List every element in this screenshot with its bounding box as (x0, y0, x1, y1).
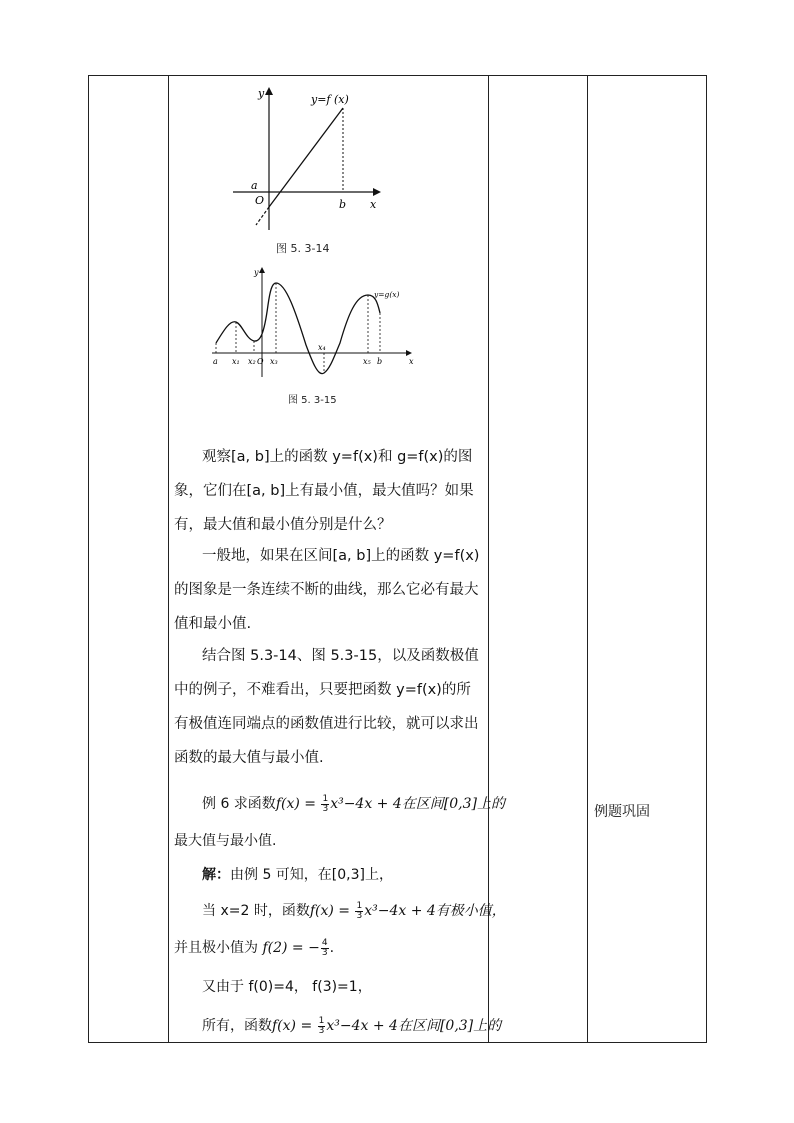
x-axis-label: x (409, 357, 414, 366)
column-divider (488, 76, 489, 1042)
tick-label: b (377, 357, 383, 366)
when-line (202, 900, 506, 921)
fraction: $\frac{1}{3}$ (322, 793, 329, 814)
origin-label: O (255, 194, 265, 207)
also-line: 又由于 f(0)=4， f(3)=1， (202, 979, 372, 995)
paragraph-general: 一般地，如果在区间[a, b]上的函数 y=f(x)的图象是一条连续不断的曲线，那么它必有最大值和最小值. (174, 548, 480, 632)
paragraph-observe: 观察[a, b]上的函数 y=f(x)和 g=f(x)的图象，它们在[a, b]上有最小值，最大值吗？如果有，最大值和最小值分别是什么？ (174, 449, 474, 533)
curve-label: y=f (x) (311, 93, 349, 106)
min-value-line: 并且极小值为 f(2) = − $\frac{4}{3}$ . (174, 937, 335, 958)
figure1-caption: 图 5. 3-14 (276, 242, 330, 255)
function-rest: x³−4x + 4在区间[0,3]上的 (330, 796, 505, 812)
when-prefix: 当 x=2 时，函数 (202, 903, 310, 919)
fraction: $\frac{4}{3}$ (321, 937, 328, 958)
function-rest: x³−4x + 4有极小值， (364, 903, 506, 919)
function-expr: f(x) = (275, 796, 321, 812)
example-6-line (202, 793, 505, 814)
fraction: $\frac{1}{3}$ (318, 1015, 325, 1036)
a-label: a (251, 179, 258, 192)
tick-label: a (213, 357, 218, 366)
function-expr: f(x) = (309, 903, 355, 919)
tick-label: x₁ (232, 357, 240, 366)
note-example-consolidation: 例题巩固 (594, 804, 650, 820)
b-label: b (339, 198, 347, 211)
paragraph-combine: 结合图 5.3-14、图 5.3-15，以及函数极值中的例子，不难看出，只要把函数 y=f(x)的所有极值连同端点的函数值进行比较，就可以求出函数的最大值与最小值. (174, 648, 479, 766)
curve-label: y=g(x) (374, 290, 400, 299)
tick-label: x₄ (318, 343, 326, 352)
example-6-line2: 最大值与最小值. (174, 833, 277, 849)
min-value-expr: f(2) = − (262, 940, 320, 956)
function-expr: f(x) = (272, 1018, 317, 1034)
solution-text: 由例 5 可知，在[0,3]上， (230, 867, 393, 883)
y-axis-label: y (254, 268, 259, 277)
figure2-caption: 图 5. 3-15 (288, 395, 337, 406)
tick-label: x₅ (363, 357, 371, 366)
column-divider (587, 76, 588, 1042)
solution-line (202, 864, 393, 884)
example-6-prefix: 例 6 求函数 (202, 796, 276, 812)
tick-label: x₃ (270, 357, 278, 366)
function-rest: x³−4x + 4在区间[0,3]上的 (326, 1018, 502, 1034)
solution-label: 解： (202, 867, 230, 883)
fraction: $\frac{1}{3}$ (356, 900, 363, 921)
tick-label: O (257, 357, 264, 366)
content-cell (168, 75, 506, 1043)
so-prefix: 所有，函数 (202, 1018, 272, 1034)
x-axis-label: x (370, 198, 377, 211)
tick-label: x₂ (248, 357, 256, 366)
y-axis-label: y (258, 87, 265, 100)
min-prefix: 并且极小值为 (174, 940, 263, 956)
so-line (202, 1015, 501, 1036)
figure-5-3-14 (223, 85, 393, 235)
figure-5-3-15 (206, 265, 416, 380)
